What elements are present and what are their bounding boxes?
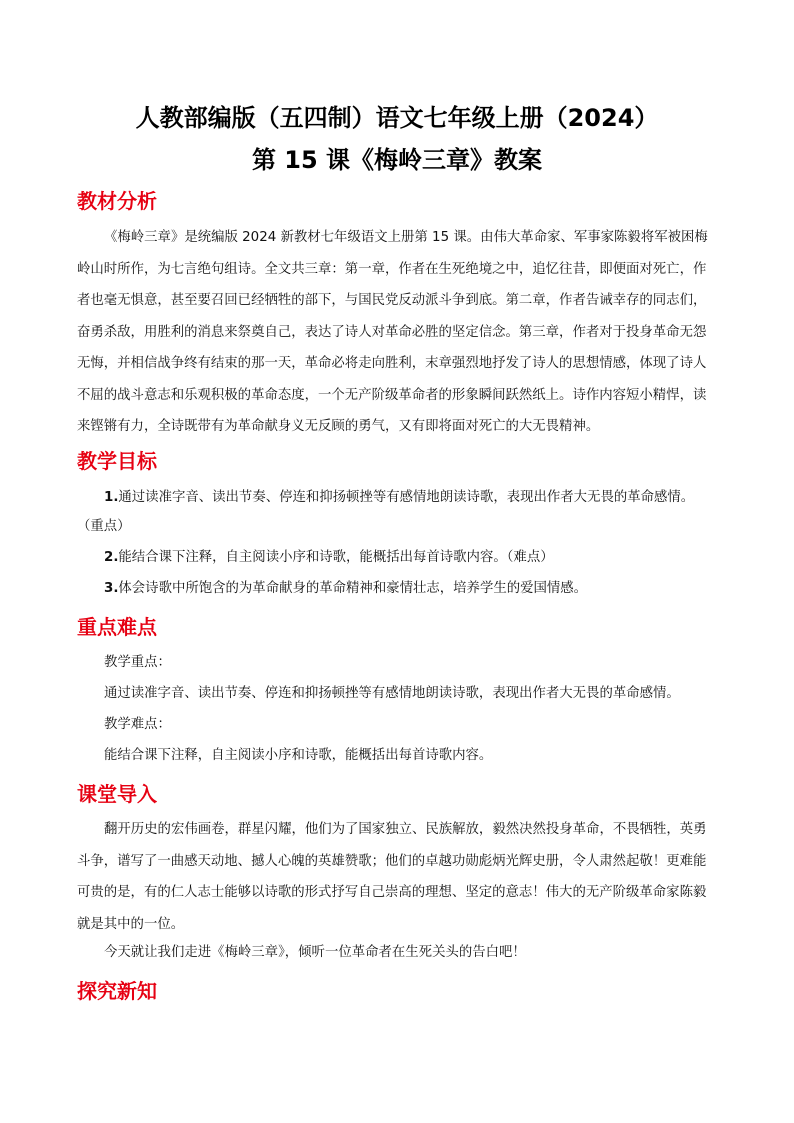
focus-text: 通过读准字音、读出节奏、停连和抑扬顿挫等有感情地朗读诗歌，表现出作者大无畏的革命感情。 — [104, 686, 680, 701]
goal-text-1: 通过读准字音、读出节奏、停连和抑扬顿挫等有感情地朗读诗歌，表现出作者大无畏的革命感情。 — [118, 490, 695, 505]
goal-item-1-continued: （重点） — [77, 519, 131, 534]
difficulty-text: 能结合课下注释，自主阅读小序和诗歌，能概括出每首诗歌内容。 — [104, 748, 493, 763]
section-heading-goals: 教学目标 — [77, 449, 157, 473]
section-heading-keypoints: 重点难点 — [77, 615, 157, 639]
goal-item-1 — [77, 488, 744, 508]
goal-number-1: 1. — [104, 490, 119, 505]
document-title-line1: 人教部编版（五四制）语文七年级上册（2024） — [135, 104, 659, 132]
analysis-paragraph: 《梅岭三章》是统编版 2024 新教材七年级语文上册第 15 课。由伟大革命家、军事家陈毅将军被困梅岭山时所作，为七言绝句组诗。全文共三章：第一章，作者在生死绝境之中，追忆往昔，即便面对死亡，作者也毫无惧意，甚至要召回已经牺牲的部下，与国民党反动派斗争到底。第二章，作者告诫幸存的同志们，奋勇杀敌，用胜利的消息来祭奠自己，表达了诗人对革命必胜的坚定信念。第三章，作者对于投身革命无怨无悔，并相信战争终有结束的那一天，革命必将走向胜利，末章强烈地抒发了诗人的思想情感，体现了诗人不屈的战斗意志和乐观积极的革命态度，一个无产阶级革命者的形象瞬间跃然纸上。诗作内容短小精悍，读来铿锵有力，全诗既带有为革命献身义无反顾的勇气，又有即将面对死亡的大无畏精神。 — [77, 230, 708, 434]
goal-number-3: 3. — [104, 581, 119, 596]
goal-number-2: 2. — [104, 550, 119, 565]
section-heading-intro: 课堂导入 — [77, 782, 157, 806]
goal-text-3: 体会诗歌中所饱含的为革命献身的革命精神和豪情壮志，培养学生的爱国情感。 — [118, 581, 588, 596]
goal-item-2 — [77, 548, 744, 568]
difficulty-label: 教学难点： — [104, 717, 171, 732]
section-heading-explore: 探究新知 — [77, 979, 157, 1003]
focus-label: 教学重点： — [104, 655, 171, 670]
document-title-line2: 第 15 课《梅岭三章》教案 — [251, 146, 543, 174]
intro-paragraph-2: 今天就让我们走进《梅岭三章》，倾听一位革命者在生死关头的告白吧！ — [104, 945, 526, 960]
section-heading-analysis: 教材分析 — [77, 189, 157, 213]
goal-item-3 — [77, 579, 744, 599]
intro-paragraph-1: 翻开历史的宏伟画卷，群星闪耀，他们为了国家独立、民族解放，毅然决然投身革命，不畏牺牲，英勇斗争，谱写了一曲感天动地、撼人心魄的英雄赞歌；他们的卓越功勋彪炳光辉史册，令人肃然起敬！更难能可贵的是，有的仁人志士能够以诗歌的形式抒写自己崇高的理想、坚定的意志！伟大的无产阶级革命家陈毅就是其中的一位。 — [77, 822, 707, 932]
goal-text-2: 能结合课下注释，自主阅读小序和诗歌，能概括出每首诗歌内容。（难点） — [118, 550, 554, 565]
